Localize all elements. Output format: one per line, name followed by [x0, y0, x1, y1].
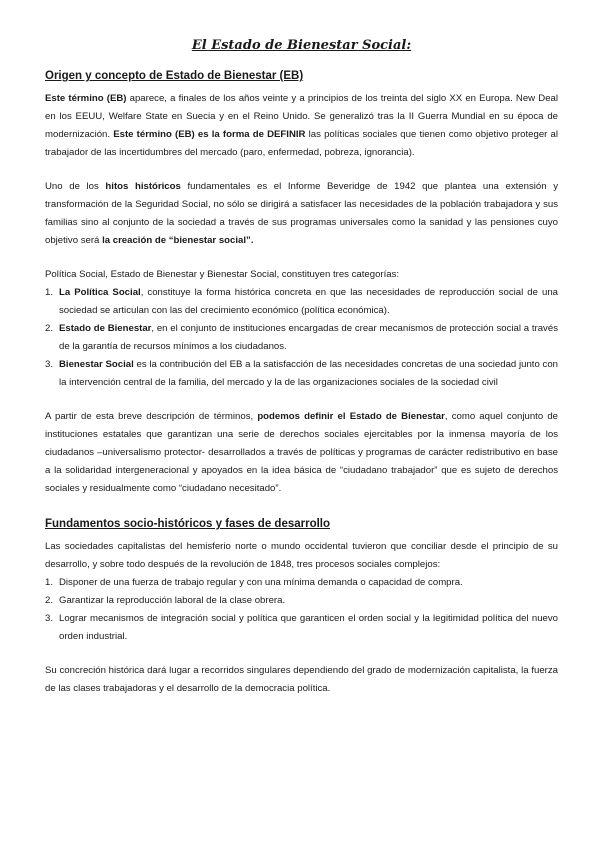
text-span: , en el conjunto de instituciones encargadas de crear mecanismos de protección social a través de la garantía de recursos mínimos a los ciudadanos.	[59, 323, 558, 352]
text-span: Uno de los	[45, 181, 106, 192]
list-item	[45, 592, 558, 610]
text-span: , como aquel conjunto de instituciones estatales que garantizan una serie de derechos sociales ejercitables por la inmensa mayoría de los ciudadanos –universalismo protector- desarrollados a través de políticas y programas de carácter redistributivo en base a la solidaridad intergeneracional y apoyados en la idea básica de “ciudadano trabajador” que es sujeto de derechos sociales y residualmente como “ciudadano necesitado”.	[45, 411, 558, 494]
text-span: Garantizar la reproducción laboral de la clase obrera.	[59, 595, 286, 606]
list-number: 1.	[45, 287, 54, 298]
list-item	[45, 356, 558, 392]
bold-text: Estado de Bienestar	[59, 323, 152, 334]
paragraph-sociedades: Las sociedades capitalistas del hemisferio norte o mundo occidental tuvieron que conciliar desde el principio de su desarrollo, y sobre todo después de la revolución de 1848, tres procesos sociales complejos:	[45, 541, 558, 570]
bold-text: Este término (EB)	[45, 93, 127, 104]
list-number: 3.	[45, 359, 54, 370]
document-title: El Estado de Bienestar Social:	[191, 38, 412, 53]
paragraph-definicion	[45, 408, 558, 498]
list-number: 3.	[45, 613, 54, 624]
text-span: las políticas sociales que tienen como objetivo proteger al trabajador de las incertidumbres del mercado (paro, enfermedad, pobreza, ignorancia).	[45, 129, 558, 158]
text-span: Disponer de una fuerza de trabajo regular y con una mínima demanda o capacidad de compra.	[59, 577, 463, 588]
text-span: aparece, a finales de los años veinte y a principios de los treinta del siglo XX en Europa. New Deal en los EEUU, Welfare State en Suecia y en el Reino Unido. Se generalizó tras la II Guerra Mundial en su época de modernización.	[45, 93, 558, 140]
text-span: Lograr mecanismos de integración social y política que garanticen el orden social y la legitimidad política del nuevo orden industrial.	[59, 613, 558, 642]
bold-text: Este término (EB) es la forma de DEFINIR	[113, 129, 306, 140]
paragraph-hitos	[45, 178, 558, 250]
processes-list	[45, 574, 558, 646]
text-span: A partir de esta breve descripción de términos,	[45, 411, 258, 422]
paragraph-categorias: Política Social, Estado de Bienestar y Bienestar Social, constituyen tres categorías:	[45, 269, 400, 280]
categories-list	[45, 284, 558, 392]
bold-text: La Política Social	[59, 287, 141, 298]
list-item	[45, 610, 558, 646]
bold-text: la creación de “bienestar social”.	[102, 235, 254, 246]
text-span: es la contribución del EB a la satisfacción de las necesidades concretas de una sociedad junto con la intervención central de la familia, del mercado y la de las organizaciones sociales de la sociedad civil	[59, 359, 558, 388]
list-item	[45, 574, 558, 592]
paragraph-origen	[45, 90, 558, 162]
list-item	[45, 320, 558, 356]
list-number: 1.	[45, 577, 54, 588]
bold-text: Bienestar Social	[59, 359, 134, 370]
list-number: 2.	[45, 323, 54, 334]
paragraph-concrecion: Su concreción histórica dará lugar a recorridos singulares dependiendo del grado de modernización capitalista, la fuerza de las clases trabajadoras y el desarrollo de la democracia política.	[45, 665, 558, 694]
document-page	[45, 38, 558, 698]
list-number: 2.	[45, 595, 54, 606]
bold-text: hitos históricos	[105, 181, 181, 192]
list-item	[45, 284, 558, 320]
bold-text: podemos definir el Estado de Bienestar	[257, 411, 445, 422]
text-span: fundamentales es el Informe Beveridge de 1942 que plantea una extensión y transformación de la Seguridad Social, no sólo se dirigirá a satisfacer las necesidades de la población trabajadora y sus familias sino al conjunto de la sociedad a través de sus programas universales como la sanidad y las pensiones cuyo objetivo será	[45, 181, 558, 246]
section-heading-fundamentos: Fundamentos socio-históricos y fases de desarrollo	[45, 518, 331, 530]
section-heading-origen: Origen y concepto de Estado de Bienestar (EB)	[45, 70, 304, 82]
text-span: , constituye la forma histórica concreta en que las necesidades de reproducción social de una sociedad se articulan con las del crecimiento económico (política económica).	[59, 287, 558, 316]
